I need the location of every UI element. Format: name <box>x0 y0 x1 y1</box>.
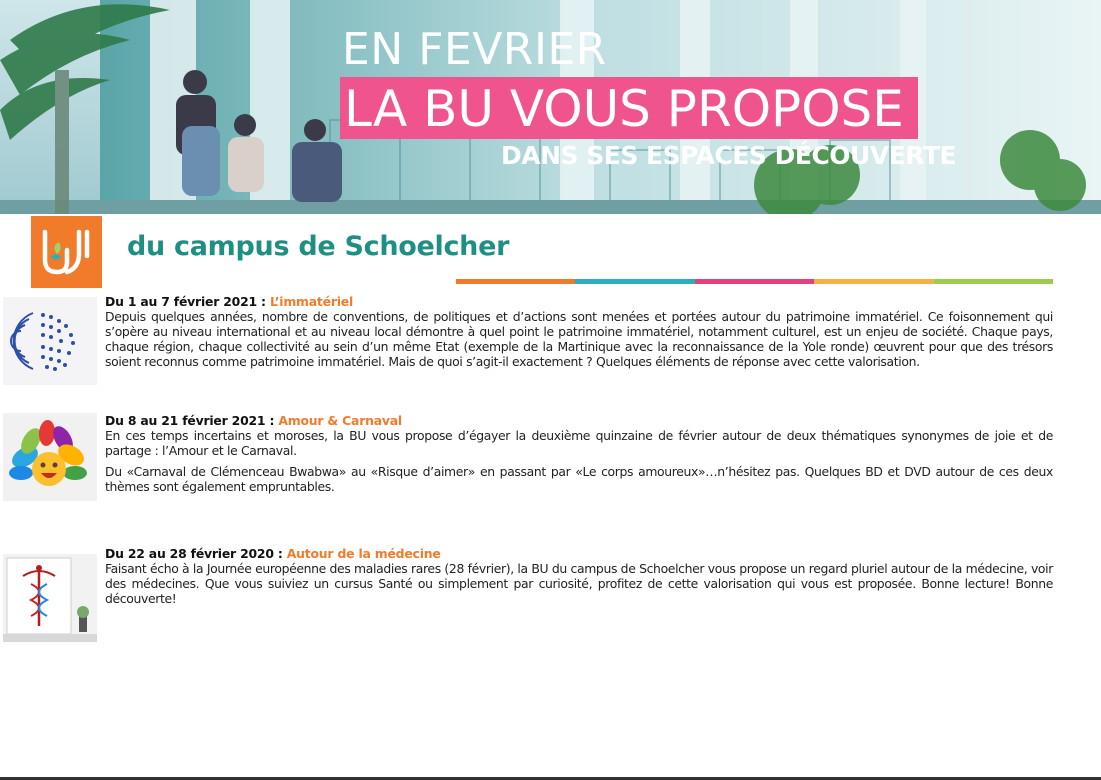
entry-description: En ces temps incertains et moroses, la BU vous propose d’égayer la deuxième quinzaine de février autour de deux thématiques synonymes de joie et de partage : l’Amour et le Carnaval. <box>105 428 1053 458</box>
entry-description: Du «Carnaval de Clémenceau Bwabwa» au «Risque d’aimer» en passant par «Le corps amoureux»…n’hésitez pas. Quelques BD et DVD autour de ces deux thèmes sont également empruntables. <box>105 464 1053 494</box>
entry-topic: Autour de la médecine <box>286 546 441 561</box>
entry-description: Depuis quelques années, nombre de conventions, de politiques et d’actions sont menées et portées autour du patrimoine immatériel. Ce foisonnement qui s’opère au niveau international et au niveau local démontre à quel point le patrimoine immatériel, notamment culturel, est un enjeu de société. Chaque pays, chaque région, chaque collectivité au sein d’un même Etat (exemple de la Martinique avec la reconnaissance de la Yole ronde) œuvrent pour que des trésors soient reconnus comme patrimoine immatériel. Mais de quoi s’agit-il exactement ? Quelques éléments de réponse avec cette valorisation. <box>105 309 1053 369</box>
carnival-emoji-icon <box>3 413 97 501</box>
hero-banner <box>0 0 1101 214</box>
bu-logo <box>31 216 102 288</box>
color-segment <box>934 279 1053 284</box>
entry-thumbnail <box>3 554 97 642</box>
entry-date: Du 22 au 28 février 2020 : <box>105 546 283 561</box>
entry-heading <box>105 294 1053 309</box>
color-segment <box>695 279 814 284</box>
banner-line-1: EN FEVRIER <box>342 24 607 75</box>
entry-medecine <box>105 546 1053 606</box>
banner-line-3: DANS SES ESPACES DÉCOUVERTE <box>501 141 957 170</box>
banner-line-2: LA BU VOUS PROPOSE <box>340 77 918 139</box>
caduceus-frame-icon <box>3 554 97 642</box>
dotted-arcs-icon <box>3 297 97 385</box>
entry-heading <box>105 546 1053 561</box>
color-segment <box>814 279 933 284</box>
bu-logo-icon <box>31 216 102 288</box>
entry-immateriel <box>105 294 1053 369</box>
color-segment <box>456 279 575 284</box>
entry-description: Faisant écho à la Journée européenne des maladies rares (28 février), la BU du campus de Schoelcher vous propose un regard pluriel autour de la médecine, voir des médecines. Que vous suiviez un cursus Santé ou simplement par curiosité, profitez de cette valorisation qui vous est proposée. Bonne lecture! Bonne découverte! <box>105 561 1053 606</box>
entry-topic: L’immatériel <box>269 294 354 309</box>
campus-title: du campus de Schoelcher <box>127 231 510 262</box>
entry-thumbnail <box>3 413 97 501</box>
entry-heading <box>105 413 1053 428</box>
color-segment <box>575 279 694 284</box>
entry-topic: Amour & Carnaval <box>278 413 402 428</box>
entry-date: Du 1 au 7 février 2021 : <box>105 294 266 309</box>
entry-amour-carnaval <box>105 413 1053 494</box>
entry-date: Du 8 au 21 février 2021 : <box>105 413 275 428</box>
entry-thumbnail <box>3 297 97 385</box>
color-divider <box>456 279 1053 284</box>
